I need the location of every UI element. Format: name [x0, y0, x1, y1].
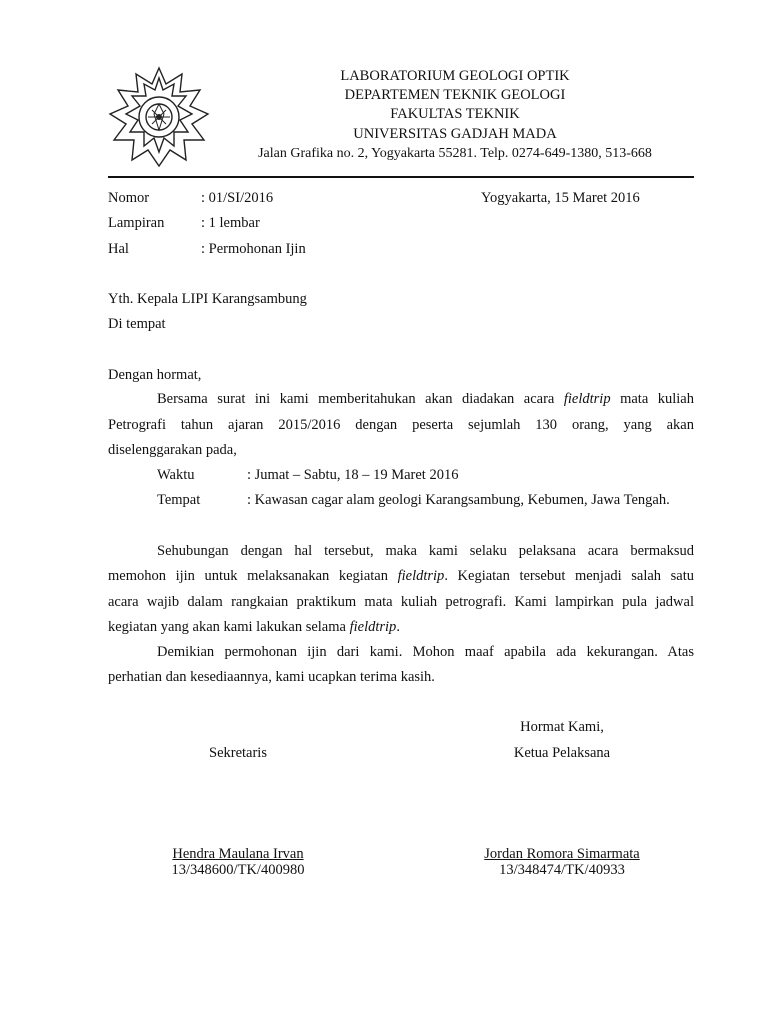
letterhead-line-3: FAKULTAS TEKNIK	[390, 106, 520, 122]
waktu-label: Waktu	[157, 467, 195, 483]
letterhead-address: Jalan Grafika no. 2, Yogyakarta 55281. Telp. 0274-649-1380, 513-668	[258, 146, 652, 161]
nomor-label: Nomor	[108, 190, 150, 206]
right-signatory-name: Jordan Romora Simarmata	[484, 846, 640, 862]
tempat-value: : Kawasan cagar alam geologi Karangsambung, Kebumen, Jawa Tengah.	[247, 492, 670, 508]
paragraph-1-line-2: Petrografi tahun ajaran 2015/2016 dengan peserta sejumlah 130 orang, yang akan	[108, 417, 694, 433]
right-signatory-title: Ketua Pelaksana	[513, 745, 611, 761]
left-signatory-name: Hendra Maulana Irvan	[172, 846, 304, 862]
waktu-value: : Jumat – Sabtu, 18 – 19 Maret 2016	[247, 467, 459, 483]
paragraph-2-line-2: memohon ijin untuk melaksanakan kegiatan fieldtrip. Kegiatan tersebut menjadi salah satu	[108, 568, 694, 584]
paragraph-2-line-1: Sehubungan dengan hal tersebut, maka kami selaku pelaksana acara bermaksud	[157, 543, 694, 559]
header-divider	[108, 176, 694, 178]
recipient-line-2: Di tempat	[108, 316, 166, 332]
paragraph-2-line-4: kegiatan yang akan kami lakukan selama fieldtrip.	[108, 619, 400, 635]
lampiran-label: Lampiran	[108, 215, 165, 231]
hal-label: Hal	[108, 241, 129, 257]
greeting: Dengan hormat,	[108, 367, 202, 383]
left-signatory-id: 13/348600/TK/400980	[171, 862, 305, 878]
letterhead-line-1: LABORATORIUM GEOLOGI OPTIK	[340, 68, 570, 84]
place-date: Yogyakarta, 15 Maret 2016	[481, 190, 640, 206]
paragraph-3-line-1: Demikian permohonan ijin dari kami. Mohon maaf apabila ada kekurangan. Atas	[157, 644, 694, 660]
paragraph-1-line-1: Bersama surat ini kami memberitahukan akan diadakan acara fieldtrip mata kuliah	[157, 391, 694, 407]
right-signatory-id: 13/348474/TK/40933	[499, 862, 625, 878]
letterhead-line-2: DEPARTEMEN TEKNIK GEOLOGI	[344, 87, 566, 103]
paragraph-3-line-2: perhatian dan kesediaannya, kami ucapkan terima kasih.	[108, 669, 435, 685]
lampiran-value: : 1 lembar	[201, 215, 260, 231]
hal-value: : Permohonan Ijin	[201, 241, 306, 257]
paragraph-2-line-3: acara wajib dalam rangkaian praktikum mata kuliah petrografi. Kami lampirkan pula jadwal	[108, 594, 694, 610]
recipient-line-1: Yth. Kepala LIPI Karangsambung	[108, 291, 307, 307]
nomor-value: : 01/SI/2016	[201, 190, 274, 206]
left-signatory-title: Sekretaris	[209, 745, 267, 761]
paragraph-1-line-3: diselenggarakan pada,	[108, 442, 237, 458]
tempat-label: Tempat	[157, 492, 201, 508]
letterhead-line-4: UNIVERSITAS GADJAH MADA	[353, 126, 557, 142]
closing: Hormat Kami,	[520, 719, 604, 735]
